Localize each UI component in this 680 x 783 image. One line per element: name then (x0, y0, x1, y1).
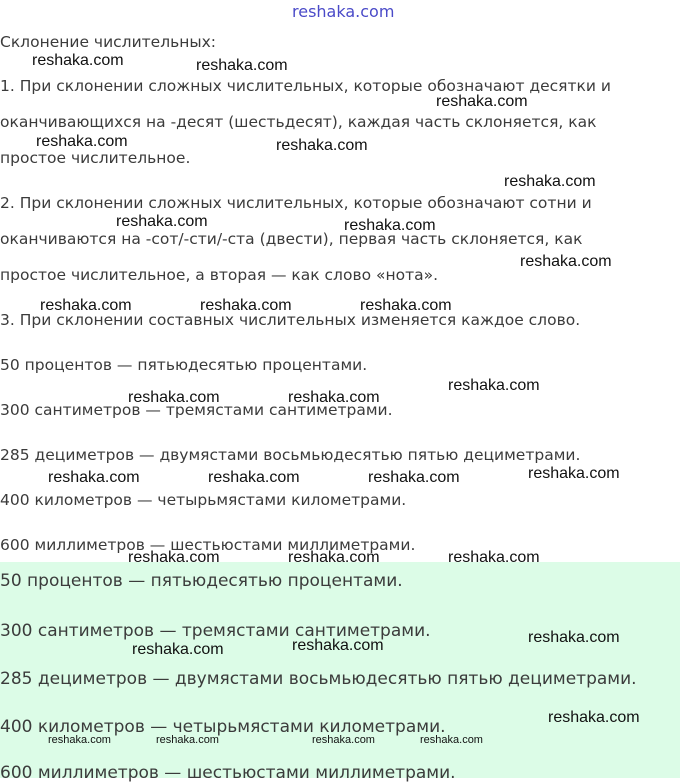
watermark: reshaka.com (292, 637, 384, 654)
rule-1-line-3: простое числительное. (0, 149, 191, 167)
example-line: 285 дециметров — двумястами восьмьюдесятью пятью дециметрами. (0, 446, 581, 464)
watermark: reshaka.com (36, 133, 128, 150)
rule-1-line-2: оканчивающихся на -десят (шестьдесят), каждая часть склоняется, как (0, 113, 597, 131)
watermark: reshaka.com (132, 641, 224, 658)
watermark: reshaka.com (32, 52, 124, 69)
watermark: reshaka.com (548, 709, 640, 726)
watermark: reshaka.com (448, 377, 540, 394)
watermark: reshaka.com (128, 549, 220, 566)
rule-2-line-2: оканчиваются на -сот/-сти/-ста (двести), первая часть склоняется, как (0, 230, 583, 248)
watermark: reshaka.com (156, 734, 219, 746)
watermark: reshaka.com (116, 213, 208, 230)
watermark: reshaka.com (436, 93, 528, 110)
answer-line: 400 километров — четырьмястами километрами. (0, 717, 446, 737)
watermark: reshaka.com (448, 549, 540, 566)
watermark: reshaka.com (200, 297, 292, 314)
watermark: reshaka.com (312, 734, 375, 746)
watermark: reshaka.com (128, 389, 220, 406)
watermark: reshaka.com (48, 734, 111, 746)
watermark: reshaka.com (420, 734, 483, 746)
watermark: reshaka.com (368, 469, 460, 486)
rule-1-line-1: 1. При склонении сложных числительных, которые обозначают десятки и (0, 77, 611, 95)
example-line: 400 километров — четырьмястами километрами. (0, 491, 407, 509)
example-line: 600 миллиметров — шестьюстами миллиметрами. (0, 536, 416, 554)
watermark: reshaka.com (520, 253, 612, 270)
watermark: reshaka.com (48, 469, 140, 486)
answer-line: 300 сантиметров — тремястами сантиметрами. (0, 621, 431, 641)
watermark: reshaka.com (504, 173, 596, 190)
rule-2-line-3: простое числительное, а вторая — как слово «нота». (0, 266, 439, 284)
watermark: reshaka.com (528, 465, 620, 482)
answer-line: 50 процентов — пятьюдесятью процентами. (0, 571, 403, 591)
example-line: 300 сантиметров — тремястами сантиметрами. (0, 401, 393, 419)
watermark: reshaka.com (40, 297, 132, 314)
answer-line: 600 миллиметров — шестьюстами миллиметрами. (0, 763, 456, 783)
rule-2-line-1: 2. При склонении сложных числительных, которые обозначают сотни и (0, 194, 592, 212)
document-title: Склонение числительных: (0, 33, 217, 51)
watermark: reshaka.com (288, 389, 380, 406)
answer-line: 285 дециметров — двумястами восьмьюдесятью пятью дециметрами. (0, 669, 637, 689)
watermark: reshaka.com (344, 217, 436, 234)
watermark: reshaka.com (288, 549, 380, 566)
site-header-link[interactable]: reshaka.com (292, 2, 395, 21)
watermark: reshaka.com (528, 629, 620, 646)
example-line: 50 процентов — пятьюдесятью процентами. (0, 356, 368, 374)
watermark: reshaka.com (360, 297, 452, 314)
watermark: reshaka.com (208, 469, 300, 486)
watermark: reshaka.com (196, 57, 288, 74)
watermark: reshaka.com (276, 137, 368, 154)
rule-3-line-1: 3. При склонении составных числительных изменяется каждое слово. (0, 311, 581, 329)
